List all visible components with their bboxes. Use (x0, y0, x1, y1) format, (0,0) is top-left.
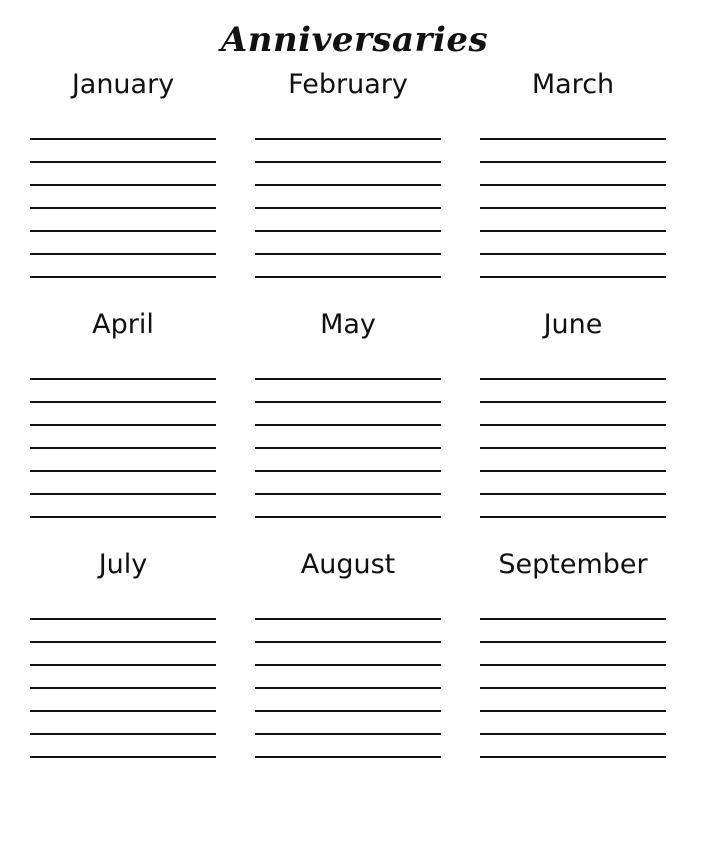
writing-line (255, 470, 441, 472)
month-label: April (92, 309, 154, 340)
month-label: January (71, 69, 175, 100)
writing-line (480, 470, 666, 472)
writing-line (480, 493, 666, 495)
writing-line (255, 618, 441, 620)
page-title: Anniversaries (220, 20, 489, 60)
writing-line (480, 424, 666, 426)
month-label: September (498, 549, 648, 580)
writing-line (255, 516, 441, 518)
writing-line (255, 756, 441, 758)
writing-line (255, 424, 441, 426)
writing-line (480, 161, 666, 163)
writing-line (255, 378, 441, 380)
writing-line (480, 401, 666, 403)
writing-line (30, 161, 216, 163)
writing-line (30, 424, 216, 426)
writing-line (30, 756, 216, 758)
writing-line (30, 618, 216, 620)
writing-line (255, 401, 441, 403)
writing-line (30, 470, 216, 472)
writing-line (480, 378, 666, 380)
writing-line (480, 184, 666, 186)
writing-line (30, 493, 216, 495)
writing-line (255, 710, 441, 712)
writing-line (30, 710, 216, 712)
writing-line (30, 138, 216, 140)
writing-line (30, 253, 216, 255)
writing-line (30, 276, 216, 278)
writing-line (255, 493, 441, 495)
writing-line (480, 138, 666, 140)
writing-line (30, 207, 216, 209)
writing-line (255, 733, 441, 735)
writing-line (255, 687, 441, 689)
writing-line (255, 138, 441, 140)
writing-line (480, 733, 666, 735)
writing-line (30, 687, 216, 689)
month-label: July (98, 549, 148, 580)
writing-line (255, 276, 441, 278)
writing-line (30, 733, 216, 735)
writing-line (480, 664, 666, 666)
month-label: May (320, 309, 376, 340)
writing-line (480, 207, 666, 209)
writing-line (480, 276, 666, 278)
writing-line (255, 664, 441, 666)
writing-line (255, 641, 441, 643)
writing-line (30, 664, 216, 666)
writing-line (30, 230, 216, 232)
month-label: February (288, 69, 408, 100)
writing-line (480, 641, 666, 643)
writing-line (480, 687, 666, 689)
writing-line (480, 253, 666, 255)
writing-line (30, 516, 216, 518)
writing-line (480, 230, 666, 232)
writing-line (30, 641, 216, 643)
month-label: March (531, 69, 615, 100)
writing-line (30, 447, 216, 449)
month-label: August (300, 549, 396, 580)
writing-line (255, 207, 441, 209)
writing-line (30, 378, 216, 380)
writing-line (255, 161, 441, 163)
writing-line (480, 618, 666, 620)
writing-line (255, 447, 441, 449)
writing-line (30, 184, 216, 186)
writing-line (255, 230, 441, 232)
writing-line (480, 710, 666, 712)
writing-line (255, 184, 441, 186)
writing-line (480, 447, 666, 449)
writing-line (480, 756, 666, 758)
month-label: June (543, 309, 603, 340)
writing-line (480, 516, 666, 518)
writing-line (30, 401, 216, 403)
writing-line (255, 253, 441, 255)
